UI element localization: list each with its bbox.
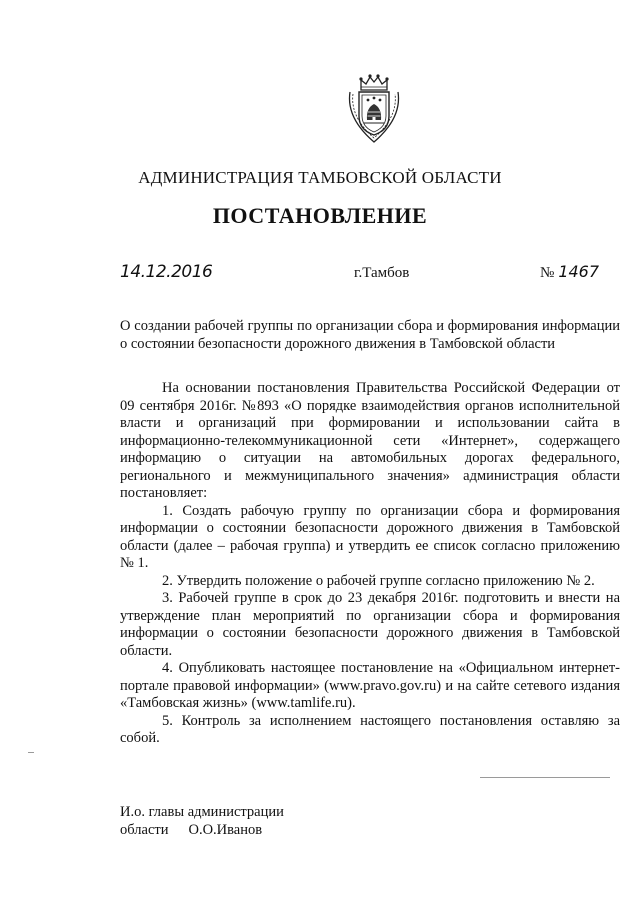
number-label: № xyxy=(540,265,555,281)
clause-paragraph: 3. Рабочей группе в срок до 23 декабря 2016г. подготовить и внести на утверждение план мероприятий по организации сбора и формирования информации о состоянии безопасности дорожного движения в Тамбовской области. xyxy=(120,590,620,659)
document-date: 14.12.2016 xyxy=(120,262,213,282)
scan-artifact-line xyxy=(480,777,610,778)
clause-paragraph: 4. Опубликовать настоящее постановление на «Официальном интернет-портале правовой информации» (www.pravo.gov.ru) и на сайте сетевого издания «Тамбовская жизнь» (www.tamlife.ru). xyxy=(120,660,620,711)
preamble-paragraph: На основании постановления Правительства Российской Федерации от 09 сентября 2016г. №893 «О порядке взаимодействия органов исполнительной власти и организаций при формировании и использовании сайта в информационно-телекоммуникационной сети «Интернет», содержащего информацию о ситуации на автомобильных дорогах федерального, регионального и межмуниципального значения» администрация области постановляет: xyxy=(120,380,620,501)
signature-block xyxy=(120,804,284,839)
coat-of-arms-icon xyxy=(344,72,404,146)
scan-artifact-line xyxy=(28,752,34,753)
clause-paragraph: 1. Создать рабочую группу по организации сбора и формирования информации о состоянии безопасности дорожного движения в Тамбовской области (далее – рабочая группа) и утвердить ее список согласно приложению № 1. xyxy=(120,502,620,571)
signatory-region: области xyxy=(120,821,169,838)
signatory-position: И.о. главы администрации xyxy=(120,804,284,820)
signatory-position-line2 xyxy=(120,822,284,840)
clause-paragraph: 5. Контроль за исполнением настоящего постановления оставляю за собой. xyxy=(120,712,620,746)
number-value: 1467 xyxy=(558,262,600,281)
document-type-title: ПОСТАНОВЛЕНИЕ xyxy=(212,203,428,228)
document-body xyxy=(120,380,620,748)
document-number xyxy=(540,262,599,282)
signatory-name: О.О.Иванов xyxy=(188,821,263,838)
clause-paragraph: 2. Утвердить положение о рабочей группе согласно приложению № 2. xyxy=(162,572,595,589)
organization-title: АДМИНИСТРАЦИЯ ТАМБОВСКОЙ ОБЛАСТИ xyxy=(138,168,502,187)
document-city: г.Тамбов xyxy=(354,265,410,281)
document-subject: О создании рабочей группы по организации сбора и формирования информации о состоянии безопасности дорожного движения в Тамбовской области xyxy=(120,318,620,352)
